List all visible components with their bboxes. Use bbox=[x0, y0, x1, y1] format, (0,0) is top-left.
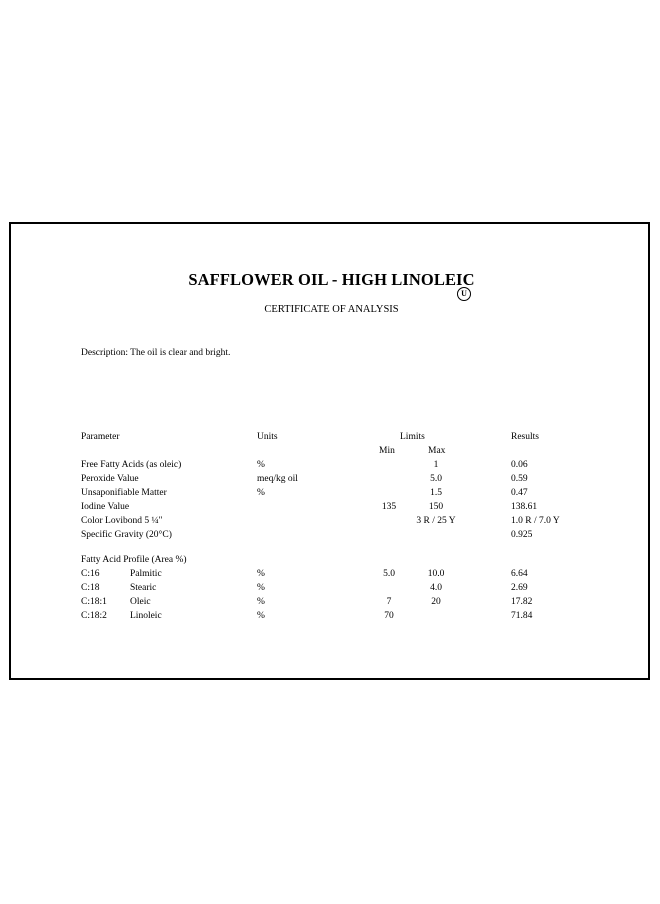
parameter-name: Iodine Value bbox=[81, 502, 130, 512]
fatty-acid-units: % bbox=[257, 597, 265, 607]
parameter-result: 0.59 bbox=[511, 474, 528, 484]
parameter-name: Peroxide Value bbox=[81, 474, 139, 484]
header-min: Min bbox=[379, 446, 395, 456]
fatty-acid-max: 20 bbox=[431, 597, 441, 607]
parameter-max: 150 bbox=[428, 502, 444, 512]
fatty-acid-name: Oleic bbox=[130, 597, 151, 607]
header-parameter: Parameter bbox=[81, 432, 120, 442]
fatty-acid-units: % bbox=[257, 583, 265, 593]
fatty-acid-code: C:18:2 bbox=[81, 611, 107, 621]
fatty-acid-max: 4.0 bbox=[430, 583, 442, 593]
fatty-acid-max: 10.0 bbox=[427, 569, 445, 579]
fatty-acid-result: 2.69 bbox=[511, 583, 528, 593]
parameter-result: 0.47 bbox=[511, 488, 528, 498]
parameter-units: % bbox=[257, 460, 265, 470]
fatty-acid-units: % bbox=[257, 569, 265, 579]
document-subtitle: CERTIFICATE OF ANALYSIS bbox=[264, 304, 399, 315]
parameter-max: 3 R / 25 Y bbox=[416, 516, 456, 526]
parameter-result: 1.0 R / 7.0 Y bbox=[511, 516, 560, 526]
fatty-acid-name: Stearic bbox=[130, 583, 157, 593]
fatty-acid-result: 17.82 bbox=[511, 597, 533, 607]
fatty-acid-name: Linoleic bbox=[130, 611, 162, 621]
fatty-acid-min: 70 bbox=[384, 611, 394, 621]
parameter-max: 1 bbox=[433, 460, 439, 470]
header-results: Results bbox=[511, 432, 539, 442]
header-limits: Limits bbox=[400, 432, 425, 442]
parameter-name: Free Fatty Acids (as oleic) bbox=[81, 460, 182, 470]
fatty-acid-result: 71.84 bbox=[511, 611, 533, 621]
parameter-name: Color Lovibond 5 ¼" bbox=[81, 516, 163, 526]
parameter-max: 1.5 bbox=[430, 488, 442, 498]
fatty-acid-code: C:16 bbox=[81, 569, 100, 579]
fatty-acid-min: 7 bbox=[386, 597, 392, 607]
fatty-acid-name: Palmitic bbox=[130, 569, 162, 579]
parameter-units: meq/kg oil bbox=[257, 474, 298, 484]
parameter-units: % bbox=[257, 488, 265, 498]
certificate-frame bbox=[9, 222, 650, 680]
parameter-max: 5.0 bbox=[430, 474, 442, 484]
fatty-acid-code: C:18 bbox=[81, 583, 100, 593]
parameter-name: Unsaponifiable Matter bbox=[81, 488, 167, 498]
fatty-acid-result: 6.64 bbox=[511, 569, 528, 579]
fatty-acid-min: 5.0 bbox=[383, 569, 395, 579]
description-text: Description: The oil is clear and bright. bbox=[81, 348, 231, 358]
header-max: Max bbox=[428, 446, 446, 456]
parameter-min: 135 bbox=[381, 502, 397, 512]
header-units: Units bbox=[257, 432, 278, 442]
fatty-acid-units: % bbox=[257, 611, 265, 621]
parameter-result: 0.925 bbox=[511, 530, 533, 540]
fatty-acid-heading: Fatty Acid Profile (Area %) bbox=[81, 555, 187, 565]
parameter-result: 138.61 bbox=[511, 502, 538, 512]
parameter-name: Specific Gravity (20°C) bbox=[81, 530, 172, 540]
kosher-symbol: U bbox=[457, 287, 471, 301]
fatty-acid-code: C:18:1 bbox=[81, 597, 107, 607]
parameter-result: 0.06 bbox=[511, 460, 528, 470]
document-title: SAFFLOWER OIL - HIGH LINOLEIC bbox=[188, 270, 475, 289]
